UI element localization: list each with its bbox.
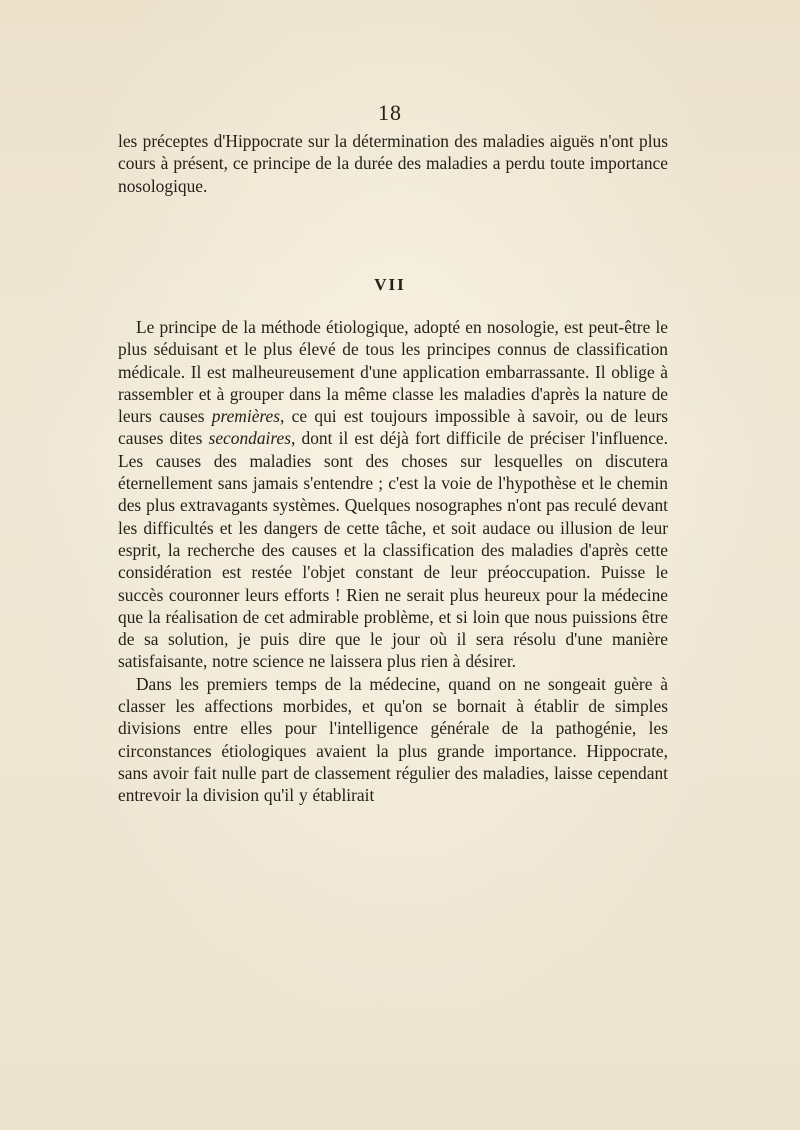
page-number: 18 — [378, 100, 402, 125]
main-text — [118, 316, 668, 807]
paragraph-1-part-1: Le principe de la méthode étiologique, adopté en nosologie, est peut-être le plus séduisant et le plus élevé de tous les principes connus de classification médicale. Il est malheureusement d'une application embarrassante. Il oblige à rassembler et à grouper dans la même classe les maladies d'après la nature de leurs causes — [118, 317, 668, 427]
paragraph-early-medicine: Dans les premiers temps de la médecine, quand on ne songeait guère à classer les affections morbides, et qu'on se bornait à établir de simples divisions entre elles pour l'intelligence générale de la pathogénie, les circonstances étiologiques avaient la plus grande importance. Hippocrate, sans avoir fait nulle part de classement régulier des maladies, laisse cependant entrevoir la division qu'il y établirait — [118, 673, 668, 806]
continuation-text — [118, 130, 668, 197]
paragraph-etiological-method — [118, 316, 668, 673]
paragraph-1-part-2: , ce qui est toujours impossible à savoir, ou de leurs causes dites — [118, 406, 669, 449]
continuation-paragraph: les préceptes d'Hippocrate sur la détermination des maladies aiguës n'ont plus cours à présent, ce principe de la durée des maladies a perdu toute importance nosologique. — [118, 131, 668, 196]
paragraph-1-part-3: , dont il est déjà fort difficile de préciser l'influence. Les causes des maladies sont des choses sur lesquelles on discutera éternellement sans jamais s'entendre ; c'est la voie de l'hypothèse et le chemin des plus extravagants systèmes. Quelques nosographes n'ont pas reculé devant les difficultés et les dangers de cette tâche, et soit audace ou illusion de leur esprit, la recherche des causes et la classification des maladies d'après cette considération est restée l'objet constant de leur préoccupation. Puisse le succès couronner leurs efforts ! Rien ne serait plus heureux pour la médecine que la réalisation de cet admirable problème, et si loin que nous puissions être de sa solution, je puis dire que le jour où il sera résolu d'une manière satisfaisante, notre science ne laissera plus rien à désirer. — [118, 428, 668, 672]
emphasis-secondaires: secondaires — [208, 428, 291, 449]
section-heading: VII — [374, 275, 406, 294]
emphasis-premieres: premières — [211, 406, 281, 427]
